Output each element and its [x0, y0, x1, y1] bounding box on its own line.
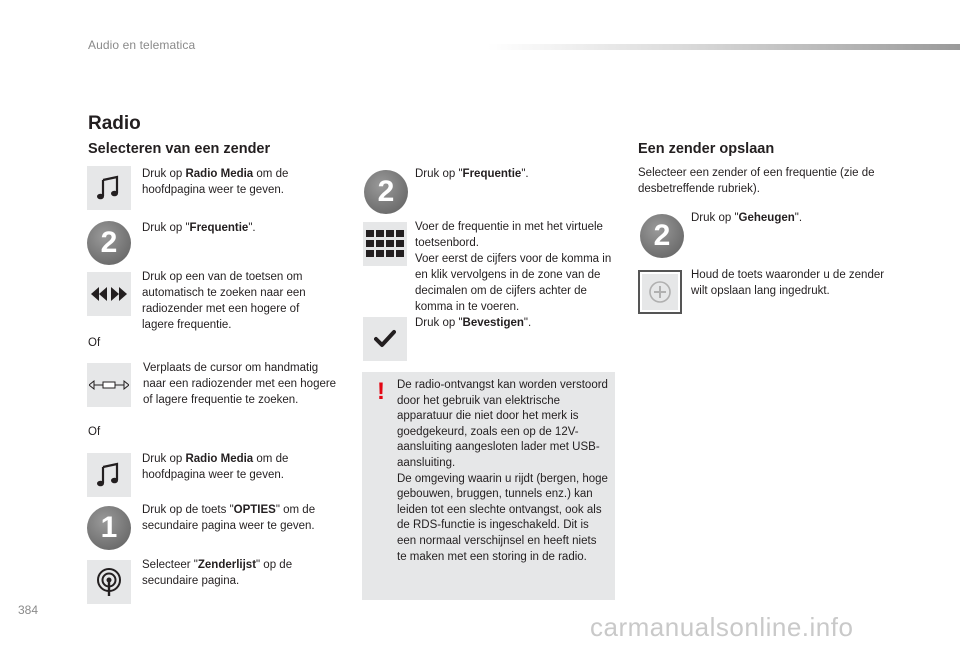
step-number-badge: 2: [87, 221, 131, 265]
music-note-icon: [87, 453, 131, 497]
save-step-2-text: Houd de toets waaronder u de zender wilt opslaan lang ingedrukt.: [691, 269, 885, 297]
select-step-3-text: Druk op een van de toetsen om automatisch te zoeken naar een radiozender met een hogere of lagere frequentie.: [142, 271, 306, 331]
select-step-6-text: Druk op de toets "OPTIES" om de secundaire pagina weer te geven.: [142, 504, 316, 532]
section-title: Radio: [88, 113, 141, 134]
select-station-title: Selecteren van een zender: [88, 141, 271, 157]
header-rule: [488, 44, 960, 50]
step-number-badge: 2: [640, 214, 684, 258]
select-step-7-text: Selecteer "Zenderlijst" op de secundaire pagina.: [142, 559, 293, 587]
checkmark-icon: [363, 317, 407, 361]
warning-text: De radio-ontvangst kan worden verstoord door het gebruik van elektrische apparatuur die niet door het merk is goedgekeurd, zoals een op de 12V-aansluiting aangesloten lader met USB-aansluiting. De omgeving waarin u rijdt (bergen, hoge gebouwen, bruggen, tunnels enz.) kan leiden tot een slechte ontvangst, ook als de RDS-functie is ingeschakeld. Dit is een normaal verschijnsel en heeft niets te maken met een storing in de radio.: [397, 379, 608, 563]
or-label-1: Of: [88, 337, 101, 349]
warning-exclamation-icon: !: [377, 378, 385, 405]
step-number-badge: 1: [87, 506, 131, 550]
music-note-icon: [87, 166, 131, 210]
select-step-1-text: Druk op Radio Media om de hoofdpagina weer te geven.: [142, 168, 289, 196]
frequency-slider-icon: [87, 363, 131, 407]
select-step-5-text: Druk op Radio Media om de hoofdpagina weer te geven.: [142, 453, 289, 481]
radio-signal-icon: [87, 560, 131, 604]
plus-icon: [642, 274, 678, 310]
watermark: carmanualsonline.info: [590, 612, 854, 642]
save-station-title: Een zender opslaan: [638, 141, 775, 157]
save-step-1-text: Druk op "Geheugen".: [691, 212, 803, 224]
seek-arrows-icon: [87, 272, 131, 316]
step-number-badge: 2: [364, 170, 408, 214]
page-number: 384: [18, 603, 39, 617]
save-intro-text: Selecteer een zender of een frequentie (zie de desbetreffende rubriek).: [638, 167, 875, 195]
frequency-step-2-text: Voer de frequentie in met het virtuele toetsenbord. Voer eerst de cijfers voor de komma in en klik vervolgens in de zone van de decimalen om de cijfers achter de komma in te voeren. Druk op "Bevestigen".: [415, 221, 612, 329]
or-label-2: Of: [88, 426, 101, 438]
keypad-icon: [363, 222, 407, 266]
frequency-step-1-text: Druk op "Frequentie".: [415, 168, 529, 180]
select-step-2-text: Druk op "Frequentie".: [142, 222, 256, 234]
select-step-4-text: Verplaats de cursor om handmatig naar een radiozender met een hogere of lagere frequentie te zoeken.: [143, 362, 337, 406]
preset-button-icon: [638, 270, 682, 314]
header-title: Audio en telematica: [88, 38, 196, 52]
